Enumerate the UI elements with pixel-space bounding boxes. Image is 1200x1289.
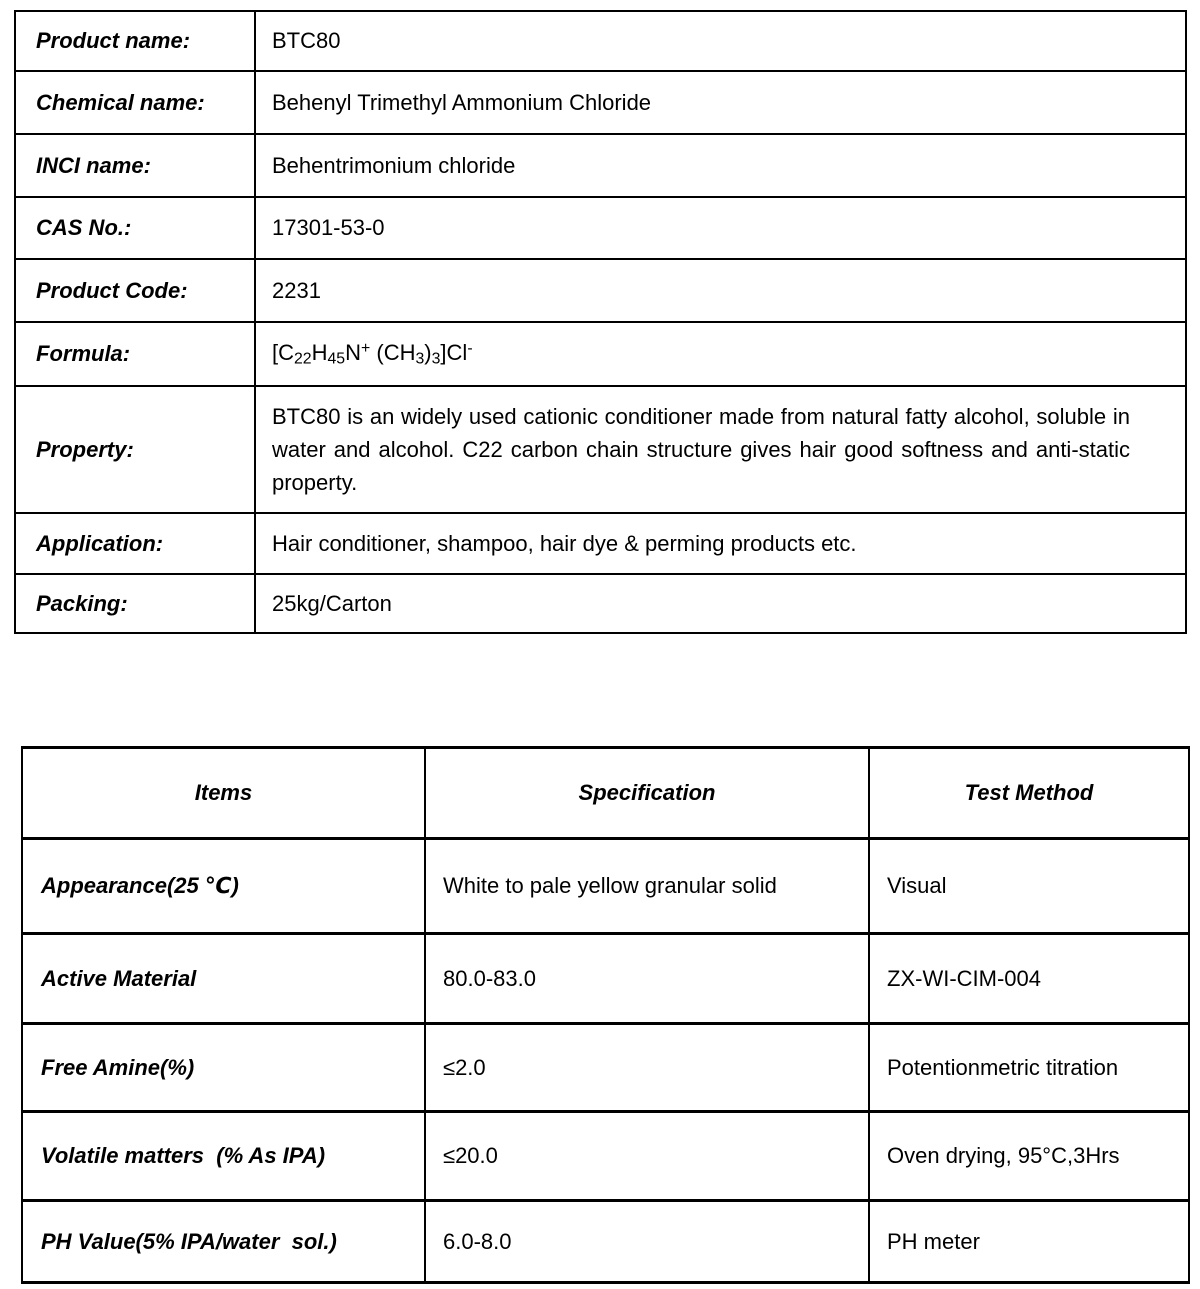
active-material-spec: 80.0-83.0 — [425, 934, 869, 1024]
formula-value — [255, 322, 1186, 386]
chemical-name-label: Chemical name: — [15, 71, 255, 134]
product-info-table — [14, 10, 1187, 634]
cas-no-label: CAS No.: — [15, 197, 255, 259]
free-amine-method: Potentionmetric titration — [869, 1024, 1189, 1112]
table-row — [15, 71, 1186, 134]
product-name-value: BTC80 — [255, 11, 1186, 71]
specification-header: Specification — [425, 748, 869, 839]
product-name-label: Product name: — [15, 11, 255, 71]
active-material-item: Active Material — [22, 934, 425, 1024]
volatile-matters-method: Oven drying, 95°C,3Hrs — [869, 1112, 1189, 1201]
table-row — [15, 11, 1186, 71]
product-code-value: 2231 — [255, 259, 1186, 322]
free-amine-spec: ≤2.0 — [425, 1024, 869, 1112]
table-row — [22, 1201, 1189, 1283]
inci-name-value: Behentrimonium chloride — [255, 134, 1186, 197]
table-row — [15, 259, 1186, 322]
property-value: BTC80 is an widely used cationic conditioner made from natural fatty alcohol, soluble in water and alcohol. C22 carbon chain structure gives hair good softness and anti-static property. — [255, 386, 1186, 513]
table-row — [15, 134, 1186, 197]
product-code-label: Product Code: — [15, 259, 255, 322]
cas-no-value: 17301-53-0 — [255, 197, 1186, 259]
packing-value: 25kg/Carton — [255, 574, 1186, 633]
table-row — [15, 574, 1186, 633]
appearance-method: Visual — [869, 839, 1189, 934]
ph-value-item: PH Value(5% IPA/water sol.) — [22, 1201, 425, 1283]
spec-header-row — [22, 748, 1189, 839]
free-amine-item: Free Amine(%) — [22, 1024, 425, 1112]
table-row — [15, 386, 1186, 513]
ph-value-spec: 6.0-8.0 — [425, 1201, 869, 1283]
appearance-item: Appearance(25 ℃) — [22, 839, 425, 934]
active-material-method: ZX-WI-CIM-004 — [869, 934, 1189, 1024]
specification-table — [21, 746, 1190, 1284]
table-row — [22, 934, 1189, 1024]
chemical-name-value: Behenyl Trimethyl Ammonium Chloride — [255, 71, 1186, 134]
volatile-matters-spec: ≤20.0 — [425, 1112, 869, 1201]
packing-label: Packing: — [15, 574, 255, 633]
property-label: Property: — [15, 386, 255, 513]
application-label: Application: — [15, 513, 255, 574]
table-row — [22, 1112, 1189, 1201]
application-value: Hair conditioner, shampoo, hair dye & perming products etc. — [255, 513, 1186, 574]
volatile-matters-item: Volatile matters (% As IPA) — [22, 1112, 425, 1201]
test-method-header: Test Method — [869, 748, 1189, 839]
ph-value-method: PH meter — [869, 1201, 1189, 1283]
table-row — [15, 197, 1186, 259]
table-row — [15, 513, 1186, 574]
chemical-formula: [$C_{22}H_{45}N^+$ $(CH_3)_3]Cl^-$ — [272, 339, 473, 368]
appearance-spec: White to pale yellow granular solid — [425, 839, 869, 934]
table-row — [15, 322, 1186, 386]
table-row — [22, 839, 1189, 934]
formula-label: Formula: — [15, 322, 255, 386]
items-header: Items — [22, 748, 425, 839]
table-row — [22, 1024, 1189, 1112]
inci-name-label: INCI name: — [15, 134, 255, 197]
